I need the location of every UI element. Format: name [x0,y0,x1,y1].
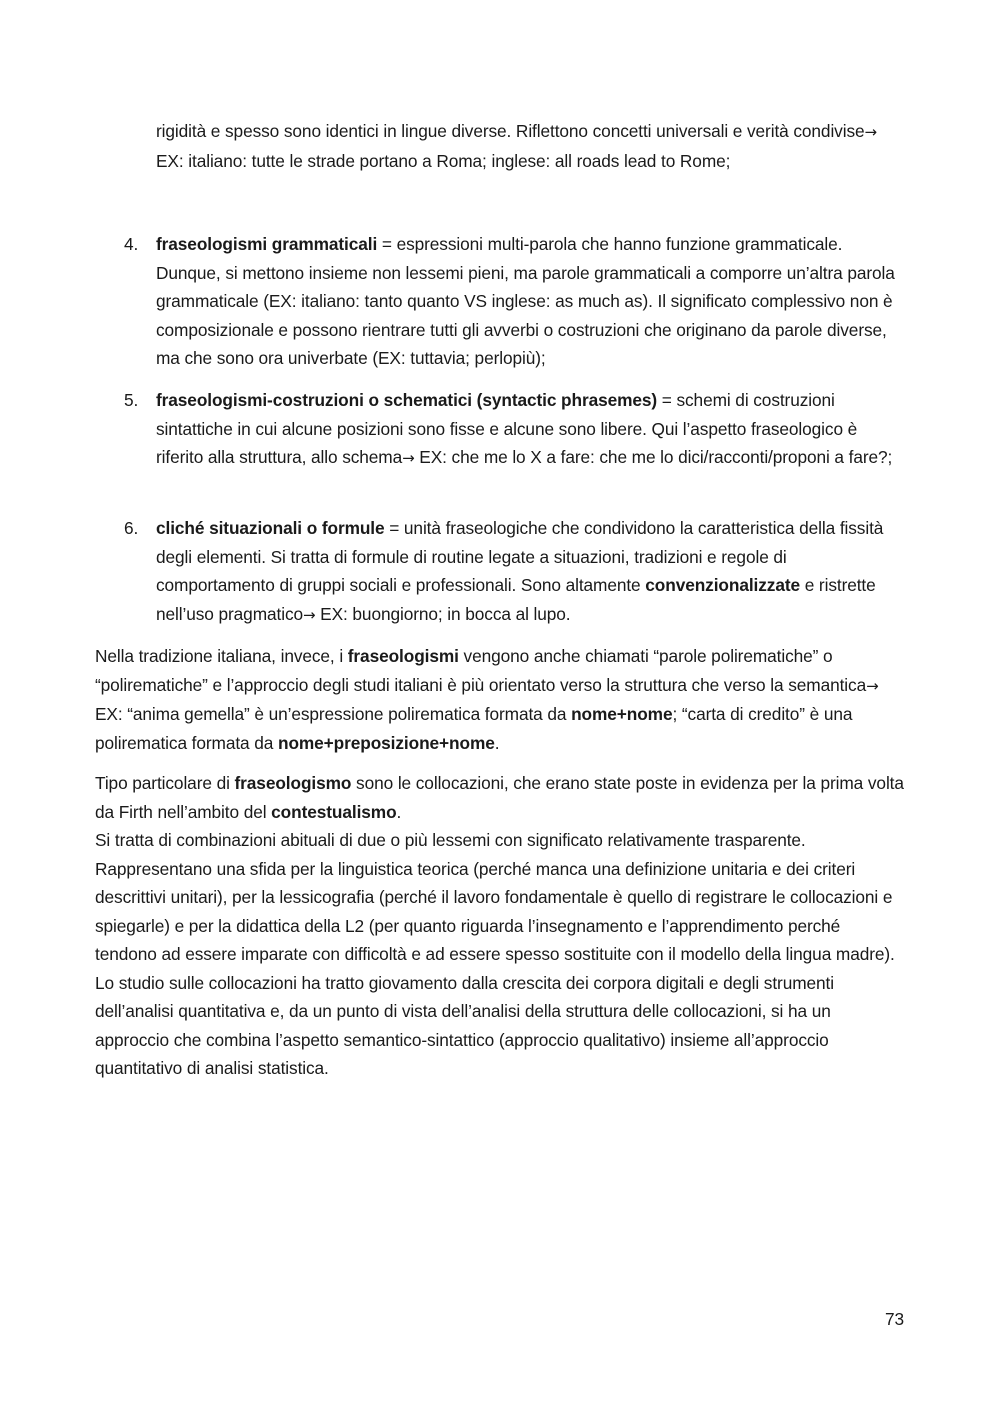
continuation-example: EX: italiano: tutte le strade portano a Roma; inglese: all roads lead to Rome; [156,150,731,171]
arrow-icon: → [402,449,415,467]
list-number: 4. [124,234,139,254]
arrow-icon: → [864,123,877,141]
list-item-6 [95,514,907,629]
paragraph-firth [95,769,905,826]
term-bold: fraseologismi grammaticali [156,234,378,254]
text-run: . [396,801,402,822]
bold-word: fraseologismi [347,646,459,666]
bold-word: nome+preposizione+nome [277,732,495,753]
item-example: EX: buongiorno; in bocca al lupo. [315,603,571,624]
arrow-icon: → [866,676,879,695]
list-item-4 [95,230,907,373]
list-number: 6. [124,518,139,538]
item-text: = espressioni multi-parola che hanno funzione grammaticale. Dunque, si mettono insieme non lessemi pieni, ma parole grammaticali a comporre un’altra parola grammaticale (EX: italiano: tanto quanto VS inglese: as much as). Il significato complessivo non è composizionale e possono rientrare tutti gli avverbi o costruzioni che originano da parole diverse, ma che sono ora univerbate (EX: tuttavia; perlopiù); [156,234,895,368]
paragraph-polirematiche [95,642,905,757]
bold-word: contestualismo [271,801,397,822]
bold-word: nome+nome [571,704,673,724]
text-run: sono le collocazioni, che erano state poste in evidenza per la prima volta da Firth nell’ambito del [95,773,904,822]
text-run: Tipo particolare di [95,773,235,793]
list-item-5 [95,386,907,473]
continuation-text: rigidità e spesso sono identici in lingue diverse. Riflettono concetti universali e verità condivise [156,121,865,141]
list-number: 5. [124,390,139,410]
text-run: . [494,732,500,753]
term-bold: cliché situazionali o formule [156,518,385,538]
text-run: Nella tradizione italiana, invece, i [95,646,348,666]
list-item-continuation [156,117,906,175]
item-example: EX: che me lo X a fare: che me lo dici/racconti/proponi a fare?; [414,447,893,467]
paragraph-studio: Lo studio sulle collocazioni ha tratto giovamento dalla crescita dei corpora digitali e degli strumenti dell’analisi quantitativa e, da un punto di vista dell’analisi della struttura delle collocazioni, si ha un approccio che combina l’aspetto semantico-sintattico (approccio qualitativo) insieme all’approccio quantitativo di analisi statistica. [95,972,834,1078]
text-run: ; “carta di credito” è una polirematica formata da [95,704,853,753]
paragraph-sfida: Si tratta di combinazioni abituali di due o più lessemi con significato relativamente trasparente. Rappresentano una sfida per la linguistica teorica (perché manca una definizione unitaria e dei criteri descrittivi unitari), per la lessicografia (perché il lavoro fondamentale è quello di registrare le collocazioni e spiegarle) e per la didattica della L2 (per quanto riguarda l’insegnamento e l’apprendimento perché tendono ad essere imparate con difficoltà e ad essere spesso sostituite con il modello della lingua madre). [95,830,895,964]
arrow-icon: → [303,605,316,624]
page-number: 73 [885,1309,905,1329]
text-run: EX: “anima gemella” è un’espressione polirematica formata da [95,704,572,724]
text-run: vengono anche chiamati “parole polirematiche” o “polirematiche” e l’approccio degli studi italiani è più orientato verso la struttura che verso la semantica [95,646,867,695]
item-text: e ristrette nell’uso pragmatico [156,575,876,624]
term-bold: fraseologismi-costruzioni o schematici (syntactic phrasemes) [156,390,658,410]
item-text: = unità fraseologiche che condividono la caratteristica della fissità degli elementi. Si tratta di formule di routine legate a situazioni, tradizioni e regole di comportamento di gruppi sociali e professionali. Sono altamente [156,518,884,595]
item-text: = schemi di costruzioni sintattiche in cui alcune posizioni sono fisse e alcune sono libere. Qui l’aspetto fraseologico è riferito alla struttura, allo schema [156,390,858,467]
paragraph-collocazioni [95,769,905,1083]
bold-word: fraseologismo [234,773,352,793]
bold-word: convenzionalizzate [645,575,801,595]
